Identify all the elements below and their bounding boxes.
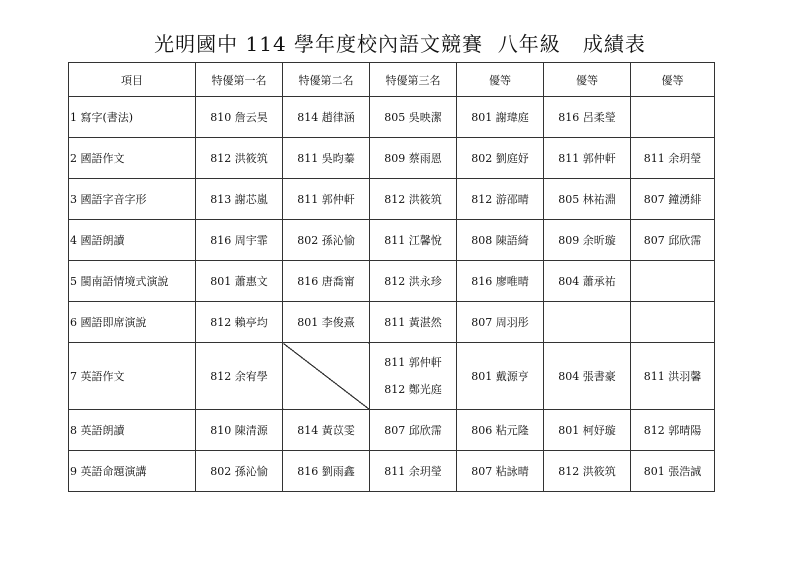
result-cell: 812 洪筱筑 — [196, 138, 283, 179]
result-cell: 809 蔡雨恩 — [370, 138, 457, 179]
page-title: 光明國中 114 學年度校內語文競賽 八年級 成績表 — [154, 32, 646, 56]
result-cell: 811 郭仲軒 — [283, 179, 370, 220]
result-cell: 812 洪永珍 — [370, 261, 457, 302]
result-cell: 807 邱欣霈 — [370, 410, 457, 451]
item-cell: 9 英語命題演講 — [69, 451, 196, 492]
result-cell: 814 趙律涵 — [283, 97, 370, 138]
table-row — [69, 138, 715, 179]
result-cell: 816 劉雨鑫 — [283, 451, 370, 492]
result-cell: 812 郭晴陽 — [631, 410, 715, 451]
table-row — [69, 97, 715, 138]
header-first-place: 特優第一名 — [196, 63, 283, 97]
result-cell: 801 蕭惠文 — [196, 261, 283, 302]
result-cell: 802 孫沁愉 — [283, 220, 370, 261]
result-cell: 812 余宥學 — [196, 343, 283, 410]
result-cell: 802 孫沁愉 — [196, 451, 283, 492]
table-header-row — [69, 63, 715, 97]
result-cell: 806 粘元隆 — [457, 410, 544, 451]
result-cell: 811 吳昀蓁 — [283, 138, 370, 179]
result-cell: 813 謝芯嵐 — [196, 179, 283, 220]
result-cell: 811 江馨悅 — [370, 220, 457, 261]
header-excellent-2: 優等 — [544, 63, 631, 97]
result-cell: 812 賴亭均 — [196, 302, 283, 343]
header-item: 項目 — [69, 63, 196, 97]
result-cell: 810 詹云昊 — [196, 97, 283, 138]
result-cell: 810 陳清源 — [196, 410, 283, 451]
result-cell: 802 劉庭妤 — [457, 138, 544, 179]
result-cell: 804 蕭承祐 — [544, 261, 631, 302]
header-third-place: 特優第三名 — [370, 63, 457, 97]
result-cell: 816 周宇霏 — [196, 220, 283, 261]
result-cell: 811 余玥瑩 — [631, 138, 715, 179]
result-cell: 805 林祐淵 — [544, 179, 631, 220]
result-cell: 804 張書豪 — [544, 343, 631, 410]
result-cell: 816 廖唯晴 — [457, 261, 544, 302]
result-cell: 807 邱欣霈 — [631, 220, 715, 261]
result-cell: 812 洪筱筑 — [370, 179, 457, 220]
result-cell — [631, 302, 715, 343]
result-cell — [631, 97, 715, 138]
table-row — [69, 451, 715, 492]
result-cell: 801 柯妤璇 — [544, 410, 631, 451]
result-cell: 801 戴源亨 — [457, 343, 544, 410]
result-cell: 812 游邵晴 — [457, 179, 544, 220]
item-cell: 4 國語朗讀 — [69, 220, 196, 261]
result-cell: 809 余昕璇 — [544, 220, 631, 261]
result-cell: 801 謝瑋庭 — [457, 97, 544, 138]
result-cell-multi — [370, 343, 457, 410]
item-cell: 6 國語即席演說 — [69, 302, 196, 343]
result-line: 812 鄭光庭 — [384, 383, 442, 396]
empty-slashed-cell — [283, 343, 370, 410]
result-cell: 801 李俊熹 — [283, 302, 370, 343]
item-cell: 8 英語朗讀 — [69, 410, 196, 451]
table-row — [69, 261, 715, 302]
header-second-place: 特優第二名 — [283, 63, 370, 97]
result-cell: 811 洪羽馨 — [631, 343, 715, 410]
results-table — [68, 62, 715, 492]
result-line: 811 郭仲軒 — [384, 356, 442, 369]
result-cell: 814 黃苡雯 — [283, 410, 370, 451]
result-cell: 816 唐喬甯 — [283, 261, 370, 302]
result-cell — [544, 302, 631, 343]
result-cell — [631, 261, 715, 302]
table-row — [69, 179, 715, 220]
result-cell: 807 鐘湧緋 — [631, 179, 715, 220]
table-row — [69, 410, 715, 451]
item-cell: 2 國語作文 — [69, 138, 196, 179]
item-cell: 3 國語字音字形 — [69, 179, 196, 220]
result-cell: 816 呂柔瑩 — [544, 97, 631, 138]
result-cell: 801 張浩誠 — [631, 451, 715, 492]
result-cell: 807 粘詠晴 — [457, 451, 544, 492]
result-cell: 811 黃湛然 — [370, 302, 457, 343]
result-cell: 805 吳映潔 — [370, 97, 457, 138]
item-cell: 1 寫字(書法) — [69, 97, 196, 138]
result-cell: 811 郭仲軒 — [544, 138, 631, 179]
result-cell: 808 陳語綺 — [457, 220, 544, 261]
table-row — [69, 302, 715, 343]
table-row — [69, 343, 715, 410]
item-cell: 7 英語作文 — [69, 343, 196, 410]
result-cell: 812 洪筱筑 — [544, 451, 631, 492]
table-row — [69, 220, 715, 261]
header-excellent-1: 優等 — [457, 63, 544, 97]
result-cell: 807 周羽彤 — [457, 302, 544, 343]
result-cell: 811 余玥瑩 — [370, 451, 457, 492]
header-excellent-3: 優等 — [631, 63, 715, 97]
item-cell: 5 閩南語情境式演說 — [69, 261, 196, 302]
